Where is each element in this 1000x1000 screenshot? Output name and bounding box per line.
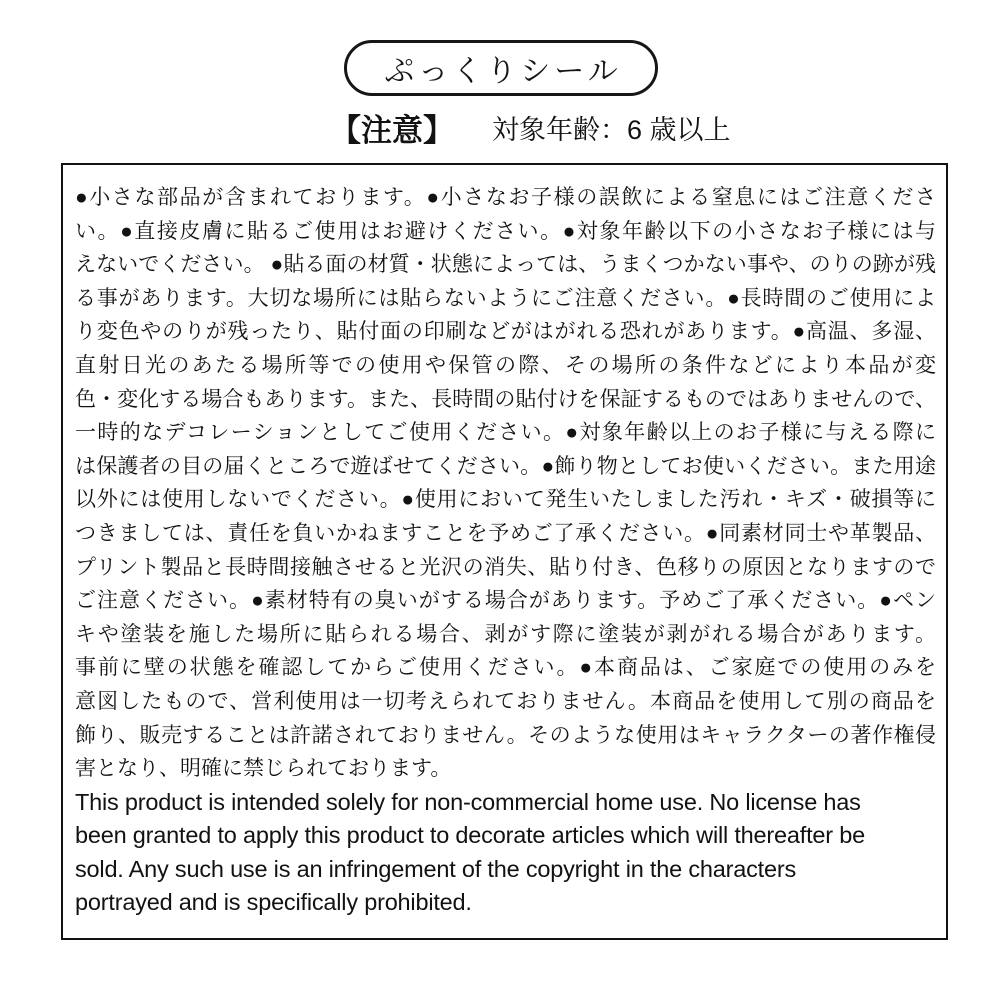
notice-jp-line: 直射日光のあたる場所等での使用や保管の際、その場所の条件などにより本品が変 (75, 353, 936, 377)
notice-jp-line: キや塗装を施した場所に貼られる場合、剥がす際に塗装が剥がれる場合があります。 (75, 622, 936, 646)
notice-jp-line: い。●直接皮膚に貼るご使用はお避けください。●対象年齢以下の小さなお子様には与 (75, 219, 936, 243)
product-badge (344, 40, 658, 96)
notice-jp-line: つきましては、責任を負いかねますことを予めご了承ください。●同素材同士や革製品、 (75, 521, 936, 545)
notice-jp-line: 飾り、販売することは許諾されておりません。そのような使用はキャラクターの著作権侵 (75, 723, 936, 747)
product-badge-label: ぷっくりシール (384, 55, 622, 88)
notice-jp-line: ご注意ください。●素材特有の臭いがする場合があります。予めご了承ください。●ペン (75, 589, 936, 613)
notice-jp-line: る事があります。大切な場所には貼らないようにご注意ください。●長時間のご使用によ (75, 286, 936, 310)
age-restriction-label: 対象年齢：6 歳以上 (492, 114, 731, 145)
notice-jp-line: 以外には使用しないでください。●使用において発生いたしました汚れ・キズ・破損等に (75, 488, 936, 512)
notice-jp-line: プリント製品と長時間接触させると光沢の消失、貼り付き、色移りの原因となりますので (75, 555, 936, 579)
caution-heading-row (330, 104, 731, 150)
notice-en-line: sold. Any such use is an infringement of the copyright in the characters (75, 855, 797, 882)
notice-en-line: This product is intended solely for non-commercial home use. No license has (75, 788, 861, 815)
notice-jp-line: は保護者の目の届くところで遊ばせてください。●飾り物としてお使いください。また用途 (75, 454, 936, 478)
notice-jp-line: 事前に壁の状態を確認してからご使用ください。●本商品は、ご家庭での使用のみを (75, 656, 936, 680)
notice-en-line: been granted to apply this product to decorate articles which will thereafter be (75, 822, 865, 849)
notice-jp-line: 害となり、明確に禁じられております。 (75, 757, 452, 781)
notice-jp-line: 色・変化する場合もあります。また、長時間の貼付けを保証するものではありませんので、 (75, 387, 936, 411)
notice-jp-line: 一時的なデコレーションとしてご使用ください。●対象年齢以上のお子様に与える際に (75, 421, 936, 445)
notice-jp-line: 意図したもので、営利使用は一切考えられておりません。本商品を使用して別の商品を (75, 689, 936, 713)
notice-jp-line: り変色やのりが残ったり、貼付面の印刷などがはがれる恐れがあります。●高温、多湿、 (75, 320, 936, 344)
notice-jp-line: えないでください。 ●貼る面の材質・状態によっては、うまくつかない事や、のりの跡が残 (75, 253, 936, 277)
notice-en-line: portrayed and is specifically prohibited. (75, 889, 472, 916)
notice-jp-line: ●小さな部品が含まれております。●小さなお子様の誤飲による窒息にはご注意くださ (75, 186, 936, 209)
notice-box (61, 163, 948, 940)
caution-heading: 【注意】 (330, 112, 454, 148)
